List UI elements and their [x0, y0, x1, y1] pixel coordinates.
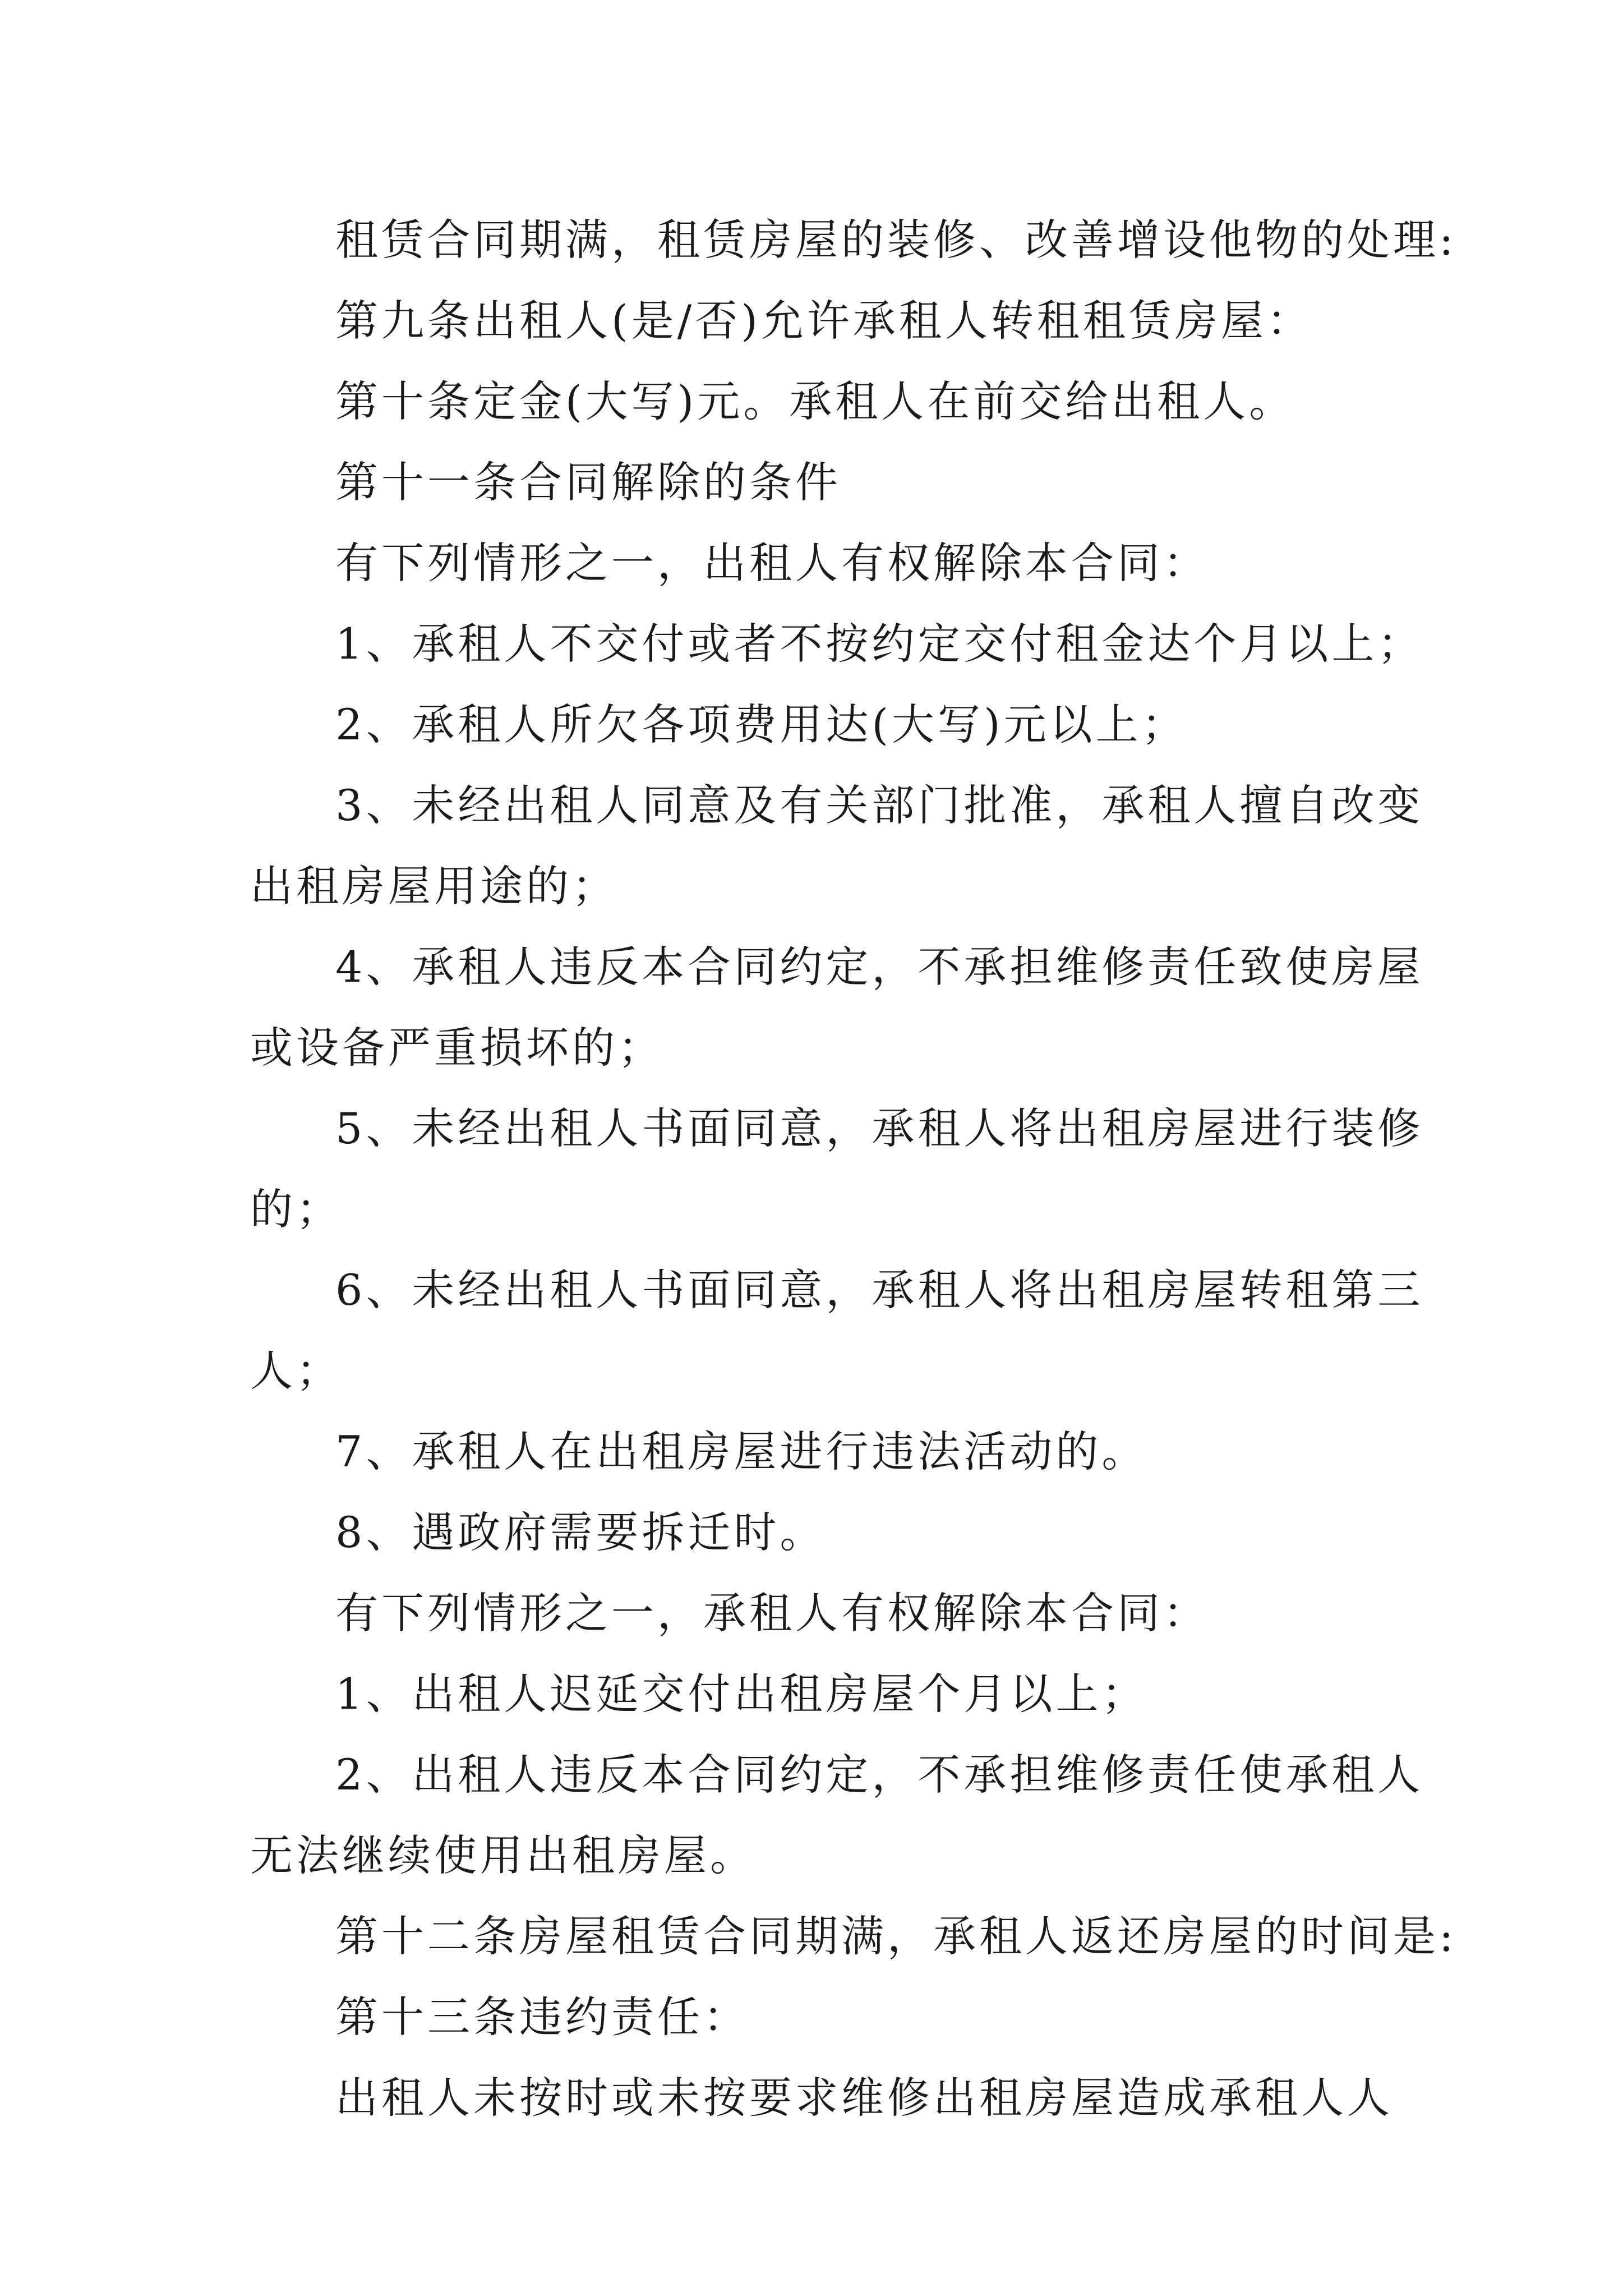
line-lessor-case-4: 4、承租人违反本合同约定，不承担维修责任致使房屋	[335, 942, 1424, 992]
line-article-9-sublease: 第九条出租人(是/否)允许承租人转租租赁房屋：	[335, 296, 1313, 346]
line-lessor-may-terminate: 有下列情形之一，出租人有权解除本合同：	[335, 538, 1209, 588]
line-article-11-heading: 第十一条合同解除的条件	[335, 457, 841, 507]
line-article-13-text: 出租人未按时或未按要求维修出租房屋造成承租人人	[335, 2073, 1393, 2123]
line-article-10-deposit: 第十条定金(大写)元。承租人在前交给出租人。	[335, 376, 1295, 426]
line-lessor-case-4-cont: 或设备严重损坏的；	[250, 1023, 664, 1073]
line-lessee-case-2-cont: 无法继续使用出租房屋。	[250, 1830, 756, 1880]
line-lessor-case-3: 3、未经出租人同意及有关部门批准，承租人擅自改变	[335, 780, 1424, 830]
line-lessee-case-2: 2、出租人违反本合同约定，不承担维修责任使承租人	[335, 1750, 1424, 1800]
line-lessor-case-3-cont: 出租房屋用途的；	[250, 861, 618, 911]
line-lessor-case-6-cont: 人；	[250, 1346, 342, 1396]
line-article-13-heading: 第十三条违约责任：	[335, 1992, 749, 2042]
line-lessor-case-6: 6、未经出租人书面同意，承租人将出租房屋转租第三	[335, 1265, 1424, 1315]
line-lessor-case-5-cont: 的；	[250, 1184, 342, 1234]
line-lessor-case-7: 7、承租人在出租房屋进行违法活动的。	[335, 1427, 1148, 1476]
line-lessor-case-2: 2、承租人所欠各项费用达(大写)元以上；	[335, 700, 1188, 749]
line-lessor-case-1: 1、承租人不交付或者不按约定交付租金达个月以上；	[335, 619, 1424, 669]
line-lessee-case-1: 1、出租人迟延交付出租房屋个月以上；	[335, 1669, 1148, 1719]
line-lease-expiry-renovation: 租赁合同期满，租赁房屋的装修、改善增设他物的处理:	[335, 215, 1457, 265]
line-lessor-case-5: 5、未经出租人书面同意，承租人将出租房屋进行装修	[335, 1103, 1424, 1153]
line-article-12-return: 第十二条房屋租赁合同期满，承租人返还房屋的时间是:	[335, 1911, 1457, 1961]
line-lessee-may-terminate: 有下列情形之一，承租人有权解除本合同：	[335, 1588, 1209, 1638]
line-lessor-case-8: 8、遇政府需要拆迁时。	[335, 1507, 826, 1557]
